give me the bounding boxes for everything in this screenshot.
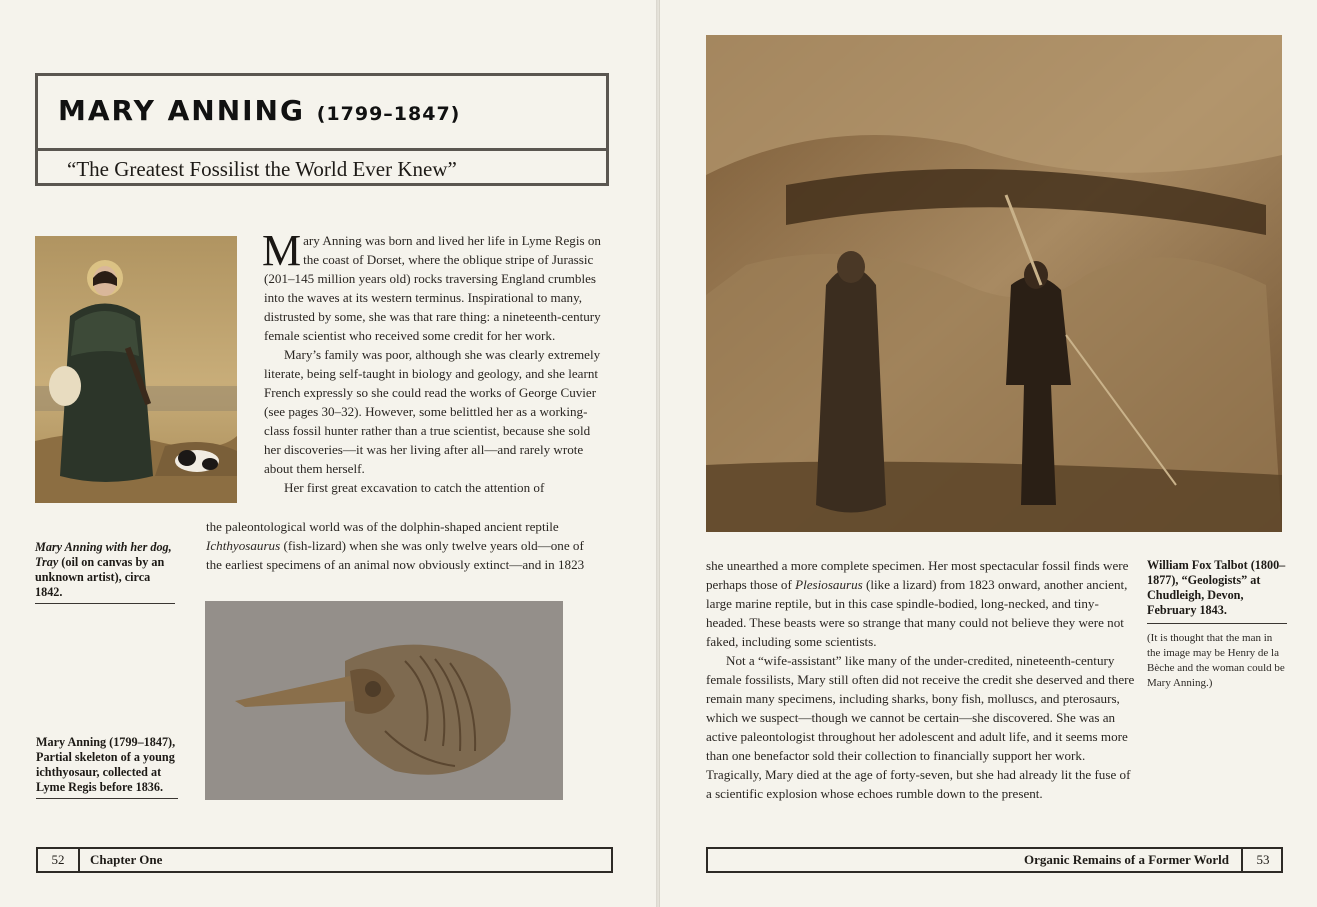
page-title <box>58 94 460 127</box>
body-text-wide <box>206 517 616 574</box>
paragraph-2: Mary’s family was poor, although she was clearly extremely literate, being self-taught in biology and geology, and she learnt French expressly so she could read the works of George Cuvier (see pages 30–32). However, some belittled her as a working-class fossil hunter rather than a true scientist, because she sold her discoveries—it was her living after all—and rarely wrote about them herself. <box>264 347 601 476</box>
left-page <box>0 0 656 907</box>
fossil-caption: Mary Anning (1799–1847), Partial skeleton of a young ichthyosaur, collected at Lyme Regis before 1836. <box>36 735 176 794</box>
running-head-right: Organic Remains of a Former World <box>1024 852 1229 867</box>
fossil-caption-rule <box>36 798 178 799</box>
ichthyosaurus-term: Ichthyosaurus <box>206 538 281 553</box>
portrait-image <box>35 236 237 503</box>
body-text-right <box>706 556 1136 803</box>
body-text-top <box>262 226 604 497</box>
title-name: MARY ANNING <box>58 94 305 127</box>
plesiosaurus-term: Plesiosaurus <box>795 577 863 592</box>
portrait-caption-italic: Mary Anning with her dog, Tray <box>35 540 172 569</box>
footer-divider <box>78 849 80 871</box>
paragraph-1: ary Anning was born and lived her life in Lyme Regis on the coast of Dorset, where the oblique stripe of Jurassic (201–145 million years old) rocks traversing England crumbles into the waves at its western terminus. Inspirational to many, distrusted by some, she was that rare thing: a nineteenth-century female scientist who received some credit for her work. <box>264 233 601 343</box>
paragraph-3-line-4: the earliest specimens of an animal now obviously extinct—and in 1823 <box>206 557 585 572</box>
paragraph-3-line-2: the paleontological world was of the dolphin-shaped ancient reptile <box>206 519 559 534</box>
drop-cap: M <box>262 226 302 275</box>
paragraph-4: Not a “wife-assistant” like many of the under-credited, nineteenth-century female fossilists, Mary still often did not receive the credit she deserved and there remain many specimens, including sharks, bony fish, molluscs, and pterosaurs, which we suspect—though we cannot be certain—she discovered. She was an active paleontologist throughout her adolescent and adult life, and it seems more than one benefactor sold their collection to financially support her work. Tragically, Mary died at the age of forty-seven, but she had already lit the fuse of a scientific explosion whose echoes rumble down to the present. <box>706 653 1135 801</box>
photo-caption-rule <box>1147 623 1287 624</box>
title-divider <box>38 148 606 151</box>
page-subtitle: “The Greatest Fossilist the World Ever Knew” <box>67 157 457 181</box>
page-number: 52 <box>51 852 65 867</box>
photo-note: (It is thought that the man in the image may be Henry de la Bèche and the woman could be Mary Anning.) <box>1147 632 1285 689</box>
geologists-photo <box>706 35 1282 532</box>
footer-bar <box>36 847 613 873</box>
photo-caption: William Fox Talbot (1800–1877), “Geologists” at Chudleigh, Devon, February 1843. <box>1147 558 1286 617</box>
title-box <box>35 73 609 186</box>
running-head: Chapter One <box>90 852 163 867</box>
footer-bar-right <box>706 847 1283 873</box>
paragraph-continued-post: (like a lizard) from 1823 onward, another ancient, large marine reptile, but in this case spindle-bodied, long-necked, and tiny-headed. These beasts were so strange that many could not believe they were not faked, including some scientists. <box>706 577 1128 649</box>
ichthyosaur-fossil-image <box>205 601 563 800</box>
paragraph-3-line-3: (fish-lizard) when she was only twelve years old—one of <box>280 538 584 553</box>
right-page <box>660 0 1317 907</box>
paragraph-continued-pre: she unearthed a more complete specimen. Her most spectacular fossil finds were perhaps those of <box>706 558 1129 592</box>
portrait-caption-rest: (oil on canvas by an unknown artist), circa 1842. <box>35 555 165 599</box>
caption-rule <box>35 603 175 604</box>
portrait-caption <box>35 540 175 600</box>
title-years: (1799–1847) <box>316 103 461 125</box>
page-number-right: 53 <box>1256 852 1270 867</box>
paragraph-3-line-1: Her first great excavation to catch the attention of <box>284 480 545 495</box>
